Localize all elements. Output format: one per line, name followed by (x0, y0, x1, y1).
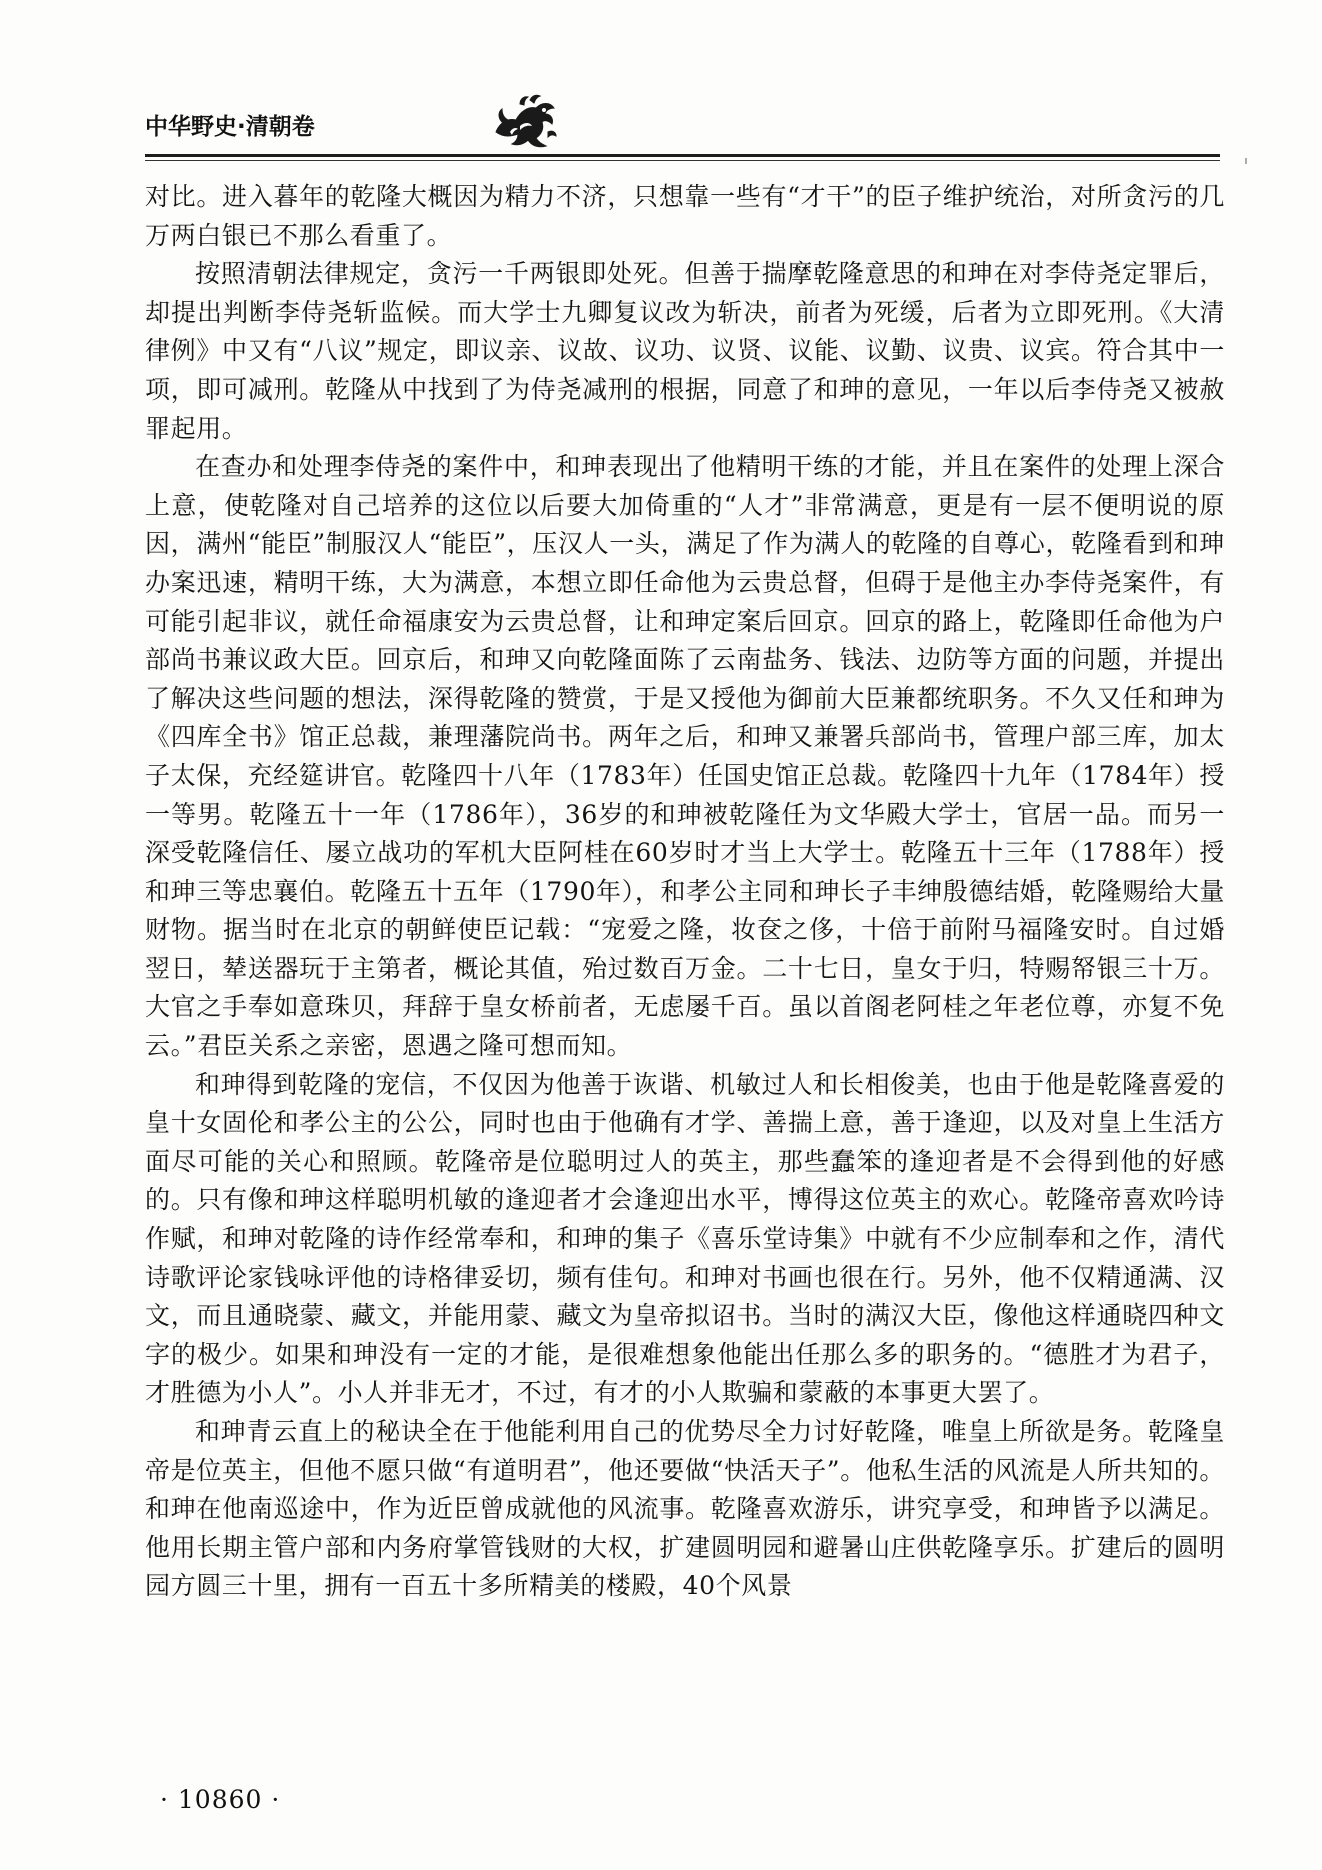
dragon-icon (490, 92, 560, 150)
header-rule-thin (145, 160, 1220, 161)
scan-speck (1245, 158, 1247, 164)
paragraph: 按照清朝法律规定，贪污一千两银即处死。但善于揣摩乾隆意思的和珅在对李侍尧定罪后，却提出判断李侍尧斩监候。而大学士九卿复议改为斩决，前者为死缓，后者为立即死刑。《大清律例》中又有“八议”规定，即议亲、议故、议功、议贤、议能、议勤、议贵、议宾。符合其中一项，即可减刑。乾隆从中找到了为侍尧减刑的根据，同意了和珅的意见，一年以后李侍尧又被赦罪起用。 (145, 259, 1225, 443)
page-number: · 10860 · (160, 1785, 281, 1814)
body-text (145, 178, 1225, 1606)
paragraph: 对比。进入暮年的乾隆大概因为精力不济，只想靠一些有“才干”的臣子维护统治，对所贪污的几万两白银已不那么看重了。 (145, 182, 1225, 250)
header-rule (145, 154, 1220, 157)
paragraph: 在查办和处理李侍尧的案件中，和珅表现出了他精明干练的才能，并且在案件的处理上深合上意，使乾隆对自己培养的这位以后要大加倚重的“人才”非常满意，更是有一层不便明说的原因，满州“能臣”制服汉人“能臣”，压汉人一头，满足了作为满人的乾隆的自尊心，乾隆看到和珅办案迅速，精明干练，大为满意，本想立即任命他为云贵总督，但碍于是他主办李侍尧案件，有可能引起非议，就任命福康安为云贵总督，让和珅定案后回京。回京的路上，乾隆即任命他为户部尚书兼议政大臣。回京后，和珅又向乾隆面陈了云南盐务、钱法、边防等方面的问题，并提出了解决这些问题的想法，深得乾隆的赞赏，于是又授他为御前大臣兼都统职务。不久又任和珅为《四库全书》馆正总裁，兼理藩院尚书。两年之后，和珅又兼署兵部尚书，管理户部三库，加太子太保，充经筵讲官。乾隆四十八年（1783年）任国史馆正总裁。乾隆四十九年（1784年）授一等男。乾隆五十一年（1786年），36岁的和珅被乾隆任为文华殿大学士，官居一品。而另一深受乾隆信任、屡立战功的军机大臣阿桂在60岁时才当上大学士。乾隆五十三年（1788年）授和珅三等忠襄伯。乾隆五十五年（1790年），和孝公主同和珅长子丰绅殷德结婚，乾隆赐给大量财物。据当时在北京的朝鲜使臣记载：“宠爱之隆，妆奁之侈，十倍于前附马福隆安时。自过婚翌日，辇送器玩于主第者，概论其值，殆过数百万金。二十七日，皇女于归，特赐帑银三十万。大官之手奉如意珠贝，拜辞于皇女桥前者，无虑屡千百。虽以首阁老阿桂之年老位尊，亦复不免云。”君臣关系之亲密，恩遇之隆可想而知。 (145, 452, 1225, 1061)
paragraph: 和珅得到乾隆的宠信，不仅因为他善于诙谐、机敏过人和长相俊美，也由于他是乾隆喜爱的皇十女固伦和孝公主的公公，同时也由于他确有才学、善揣上意，善于逢迎，以及对皇上生活方面尽可能的关心和照顾。乾隆帝是位聪明过人的英主，那些蠢笨的逢迎者是不会得到他的好感的。只有像和珅这样聪明机敏的逢迎者才会逢迎出水平，博得这位英主的欢心。乾隆帝喜欢吟诗作赋，和珅对乾隆的诗作经常奉和，和珅的集子《喜乐堂诗集》中就有不少应制奉和之作，清代诗歌评论家钱咏评他的诗格律妥切，频有佳句。和珅对书画也很在行。另外，他不仅精通满、汉文，而且通晓蒙、藏文，并能用蒙、藏文为皇帝拟诏书。当时的满汉大臣，像他这样通晓四种文字的极少。如果和珅没有一定的才能，是很难想象他能出任那么多的职务的。“德胜才为君子，才胜德为小人”。小人并非无才，不过，有才的小人欺骗和蒙蔽的本事更大罢了。 (145, 1069, 1225, 1408)
paragraph: 和珅青云直上的秘诀全在于他能利用自己的优势尽全力讨好乾隆，唯皇上所欲是务。乾隆皇帝是位英主，但他不愿只做“有道明君”，他还要做“快活天子”。他私生活的风流是人所共知的。和珅在他南巡途中，作为近臣曾成就他的风流事。乾隆喜欢游乐，讲究享受，和珅皆予以满足。他用长期主管户部和内务府掌管钱财的大权，扩建圆明园和避暑山庄供乾隆享乐。扩建后的圆明园方圆三十里，拥有一百五十多所精美的楼殿，40个风景 (145, 1417, 1225, 1601)
book-title: 中华野史·清朝卷 (145, 114, 315, 140)
running-header (145, 92, 1220, 152)
